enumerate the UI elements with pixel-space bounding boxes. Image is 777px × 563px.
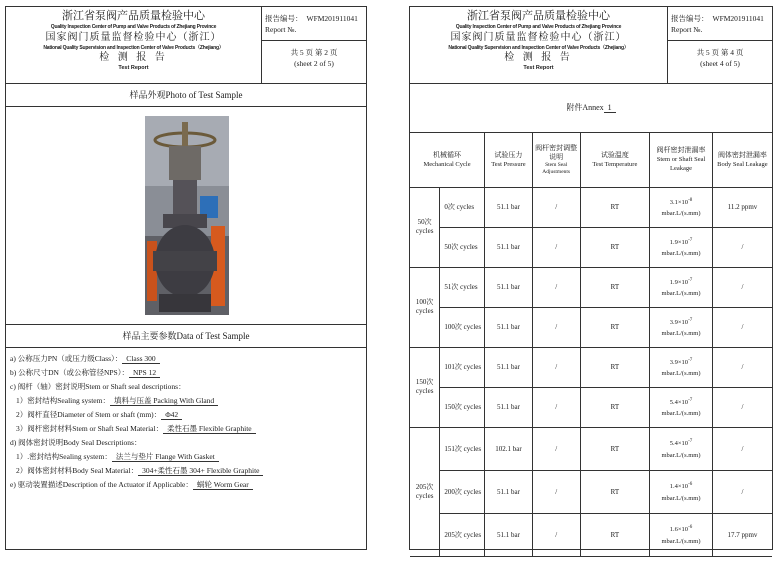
sheet-cn: 共 5 页 第 4 页	[696, 48, 744, 57]
sheet-en: (sheet 4 of 5)	[700, 59, 740, 68]
cycle-count: 200次 cycles	[440, 470, 485, 513]
cycle-count: 100次 cycles	[440, 307, 485, 347]
center-name-en: Quality Inspection Center of Pump and Valve Products of Zhejiang Province	[455, 24, 622, 30]
body-leakage: /	[712, 227, 772, 267]
body-leakage: /	[712, 470, 772, 513]
sheet-info	[262, 41, 366, 83]
test-pressure: 51.1 bar	[485, 387, 533, 427]
leakage-mantissa: 1.9×10	[669, 239, 689, 247]
table-row	[410, 427, 772, 470]
test-pressure: 51.1 bar	[485, 347, 533, 387]
leakage-unit: mbar.L/(s.mm)	[661, 370, 701, 378]
report-no-label-cn: 报告编号：	[671, 14, 709, 23]
leakage-exponent: -7	[688, 237, 693, 243]
body-leakage: /	[712, 427, 772, 470]
item-c2-value: Φ42	[161, 410, 182, 420]
leakage-unit: mbar.L/(s.mm)	[661, 410, 701, 418]
item-c3: 3）阀杆密封材料Stem or Shaft Seal Material： 柔性石墨 Flexible Graphite	[10, 422, 366, 436]
col-test-pressure: 试验压力 Test Pressure	[485, 133, 533, 187]
national-center-cn: 国家阀门质量监督检验中心（浙江）	[450, 32, 627, 43]
test-pressure: 51.1 bar	[485, 187, 533, 227]
table-row	[410, 347, 772, 387]
body-leakage: /	[712, 267, 772, 307]
leakage-exponent: -6	[688, 525, 693, 531]
report-page-4	[409, 6, 773, 550]
national-center-en: National Quality Supervision and Inspection Center of Valve Products（Zhejiang）	[43, 45, 224, 51]
leakage-unit: mbar.L/(s.mm)	[661, 451, 701, 459]
report-number: WFM201911041	[712, 14, 764, 23]
test-pressure: 51.1 bar	[485, 267, 533, 307]
col-stem-seal-adjustments: 阀杆密封调整说明 Stem Seal Adjustments	[532, 133, 580, 187]
test-temperature: RT	[580, 470, 650, 513]
cycle-count: 151次 cycles	[440, 427, 485, 470]
stem-leakage	[650, 427, 713, 470]
data-section-title: 样品主要参数Data of Test Sample	[6, 325, 366, 348]
item-d1-value: 法兰与垫片 Flange With Gasket	[112, 452, 219, 462]
test-pressure: 51.1 bar	[485, 513, 533, 556]
report-title-cn: 检 测 报 告	[504, 52, 573, 63]
item-b-value: NPS 12	[129, 368, 160, 378]
report-number: WFM201911041	[306, 14, 358, 23]
leakage-mantissa: 1.6×10	[669, 526, 689, 534]
test-temperature: RT	[580, 513, 650, 556]
sample-photo-area	[6, 107, 366, 325]
annex-number: 1	[604, 103, 616, 113]
seal-adjustment: /	[532, 387, 580, 427]
test-pressure: 51.1 bar	[485, 307, 533, 347]
national-center-en: National Quality Supervision and Inspection Center of Valve Products（Zhejiang）	[448, 45, 629, 51]
table-row	[410, 307, 772, 347]
seal-adjustment: /	[532, 227, 580, 267]
header-titles	[6, 7, 262, 83]
table-row	[410, 387, 772, 427]
report-page-2	[5, 6, 367, 550]
test-temperature: RT	[580, 347, 650, 387]
item-c2: 2）阀杆直径Diameter of Stem or shaft (mm)： Φ42	[10, 408, 366, 422]
item-c3-value: 柔性石墨 Flexible Graphite	[163, 424, 256, 434]
stem-leakage	[650, 470, 713, 513]
national-center-cn: 国家阀门质量监督检验中心（浙江）	[45, 32, 222, 43]
test-temperature: RT	[580, 187, 650, 227]
table-row	[410, 470, 772, 513]
sheet-info	[668, 41, 772, 83]
leakage-mantissa: 1.9×10	[669, 279, 689, 287]
seal-adjustment: /	[532, 267, 580, 307]
test-temperature: RT	[580, 307, 650, 347]
col-stem-seal-leakage: 阀杆密封泄漏率 Stem or Shaft Seal Leakage	[650, 133, 713, 187]
report-number-box	[262, 7, 366, 41]
cycle-count: 205次 cycles	[440, 513, 485, 556]
stem-leakage	[650, 307, 713, 347]
item-a-value: Class 300	[122, 354, 159, 364]
sheet-cn: 共 5 页 第 2 页	[290, 48, 338, 57]
item-d2-value: 304+柔性石墨 304+ Flexible Graphite	[138, 466, 263, 476]
cycle-group-label: 150次 cycles	[410, 347, 440, 427]
body-leakage: 11.2 ppmv	[712, 187, 772, 227]
header-meta	[668, 7, 772, 83]
leakage-exponent: -7	[688, 397, 693, 403]
col-test-temperature: 试验温度 Test Temperature	[580, 133, 650, 187]
table-row	[410, 513, 772, 556]
report-no-label-en: Report №.	[265, 25, 297, 34]
report-no-label-cn: 报告编号：	[265, 14, 303, 23]
center-name-en: Quality Inspection Center of Pump and Valve Products of Zhejiang Province	[50, 24, 217, 30]
item-d2: 2）阀体密封材料Body Seal Material： 304+柔性石墨 304+ Flexible Graphite	[10, 464, 366, 478]
body-leakage: /	[712, 347, 772, 387]
leakage-exponent: -7	[688, 277, 693, 283]
report-title-en: Test Report	[523, 65, 554, 71]
seal-adjustment: /	[532, 513, 580, 556]
table-row	[410, 267, 772, 307]
body-leakage: 17.7 ppmv	[712, 513, 772, 556]
item-e-value: 蜗轮 Worm Gear	[193, 480, 253, 490]
report-title-cn: 检 测 报 告	[99, 52, 168, 63]
leakage-unit: mbar.L/(s.mm)	[661, 537, 701, 545]
report-title-en: Test Report	[118, 65, 149, 71]
test-temperature: RT	[580, 387, 650, 427]
center-name-cn: 浙江省泵阀产品质量检验中心	[62, 10, 205, 22]
leakage-mantissa: 3.1×10	[669, 199, 689, 207]
leakage-mantissa: 3.9×10	[669, 359, 689, 367]
leakage-mantissa: 5.4×10	[669, 440, 689, 448]
item-c1: 1）密封结构Sealing system： 填料与压盖 Packing With Gland	[10, 394, 366, 408]
stem-leakage	[650, 267, 713, 307]
center-name-cn: 浙江省泵阀产品质量检验中心	[467, 10, 610, 22]
seal-adjustment: /	[532, 307, 580, 347]
header-meta	[262, 7, 366, 83]
leakage-exponent: -6	[688, 482, 693, 488]
gate-valve-photo	[145, 116, 229, 315]
seal-adjustment: /	[532, 427, 580, 470]
leakage-exponent: -7	[688, 357, 693, 363]
seal-adjustment: /	[532, 347, 580, 387]
item-a: a) 公称压力PN（或压力级Class）： Class 300	[10, 352, 366, 366]
leakage-unit: mbar.L/(s.mm)	[661, 494, 701, 502]
report-header	[6, 7, 366, 84]
photo-section-title: 样品外观Photo of Test Sample	[6, 84, 366, 107]
leakage-exponent: -7	[688, 317, 693, 323]
item-d: d) 阀体密封说明Body Seal Descriptions：	[10, 438, 142, 447]
cycle-group-label: 205次 cycles	[410, 427, 440, 556]
test-pressure: 102.1 bar	[485, 427, 533, 470]
cycle-group-label: 50次 cycles	[410, 187, 440, 267]
test-temperature: RT	[580, 227, 650, 267]
cycle-count: 101次 cycles	[440, 347, 485, 387]
leakage-mantissa: 3.9×10	[669, 319, 689, 327]
col-body-seal-leakage: 阀体密封泄漏率 Body Seal Leakage	[712, 133, 772, 187]
test-temperature: RT	[580, 427, 650, 470]
stem-leakage	[650, 187, 713, 227]
report-number-box	[668, 7, 772, 41]
leakage-mantissa: 1.4×10	[669, 483, 689, 491]
body-leakage: /	[712, 307, 772, 347]
test-pressure: 51.1 bar	[485, 227, 533, 267]
stem-leakage	[650, 513, 713, 556]
stem-leakage	[650, 387, 713, 427]
table-header-row	[410, 133, 772, 187]
seal-adjustment: /	[532, 470, 580, 513]
cycle-count: 150次 cycles	[440, 387, 485, 427]
table-row	[410, 187, 772, 227]
item-c1-value: 填料与压盖 Packing With Gland	[110, 396, 218, 406]
cycle-count: 51次 cycles	[440, 267, 485, 307]
header-titles	[410, 7, 668, 83]
cycle-group-label: 100次 cycles	[410, 267, 440, 347]
leakage-mantissa: 5.4×10	[669, 399, 689, 407]
test-pressure: 51.1 bar	[485, 470, 533, 513]
leakage-exponent: -7	[688, 439, 693, 445]
stem-leakage	[650, 227, 713, 267]
sheet-en: (sheet 2 of 5)	[294, 59, 334, 68]
item-c: c) 阀杆（轴）密封说明Stem or Shaft seal descriptions：	[10, 382, 186, 391]
leakage-unit: mbar.L/(s.mm)	[661, 210, 701, 218]
sample-data-list	[6, 348, 366, 492]
annex-heading	[410, 84, 772, 133]
col-mechanical-cycle: 机械循环 Mechanical Cycle	[410, 133, 485, 187]
cycle-count: 0次 cycles	[440, 187, 485, 227]
test-temperature: RT	[580, 267, 650, 307]
item-b: b) 公称尺寸DN（或公称管径NPS）： NPS 12	[10, 366, 366, 380]
report-no-label-en: Report №.	[671, 25, 703, 34]
item-d1: 1）.密封结构Sealing system： 法兰与垫片 Flange With Gasket	[10, 450, 366, 464]
cycle-count: 50次 cycles	[440, 227, 485, 267]
leakage-unit: mbar.L/(s.mm)	[661, 290, 701, 298]
leakage-table	[410, 133, 772, 557]
body-leakage: /	[712, 387, 772, 427]
table-row	[410, 227, 772, 267]
leakage-exponent: -8	[688, 197, 693, 203]
report-header	[410, 7, 772, 84]
stem-leakage	[650, 347, 713, 387]
leakage-unit: mbar.L/(s.mm)	[661, 330, 701, 338]
annex-label: 附件Annex	[566, 103, 604, 112]
seal-adjustment: /	[532, 187, 580, 227]
leakage-unit: mbar.L/(s.mm)	[661, 250, 701, 258]
item-e: e) 驱动装置描述Description of the Actuator if Applicable： 蜗轮 Worm Gear	[10, 478, 366, 492]
